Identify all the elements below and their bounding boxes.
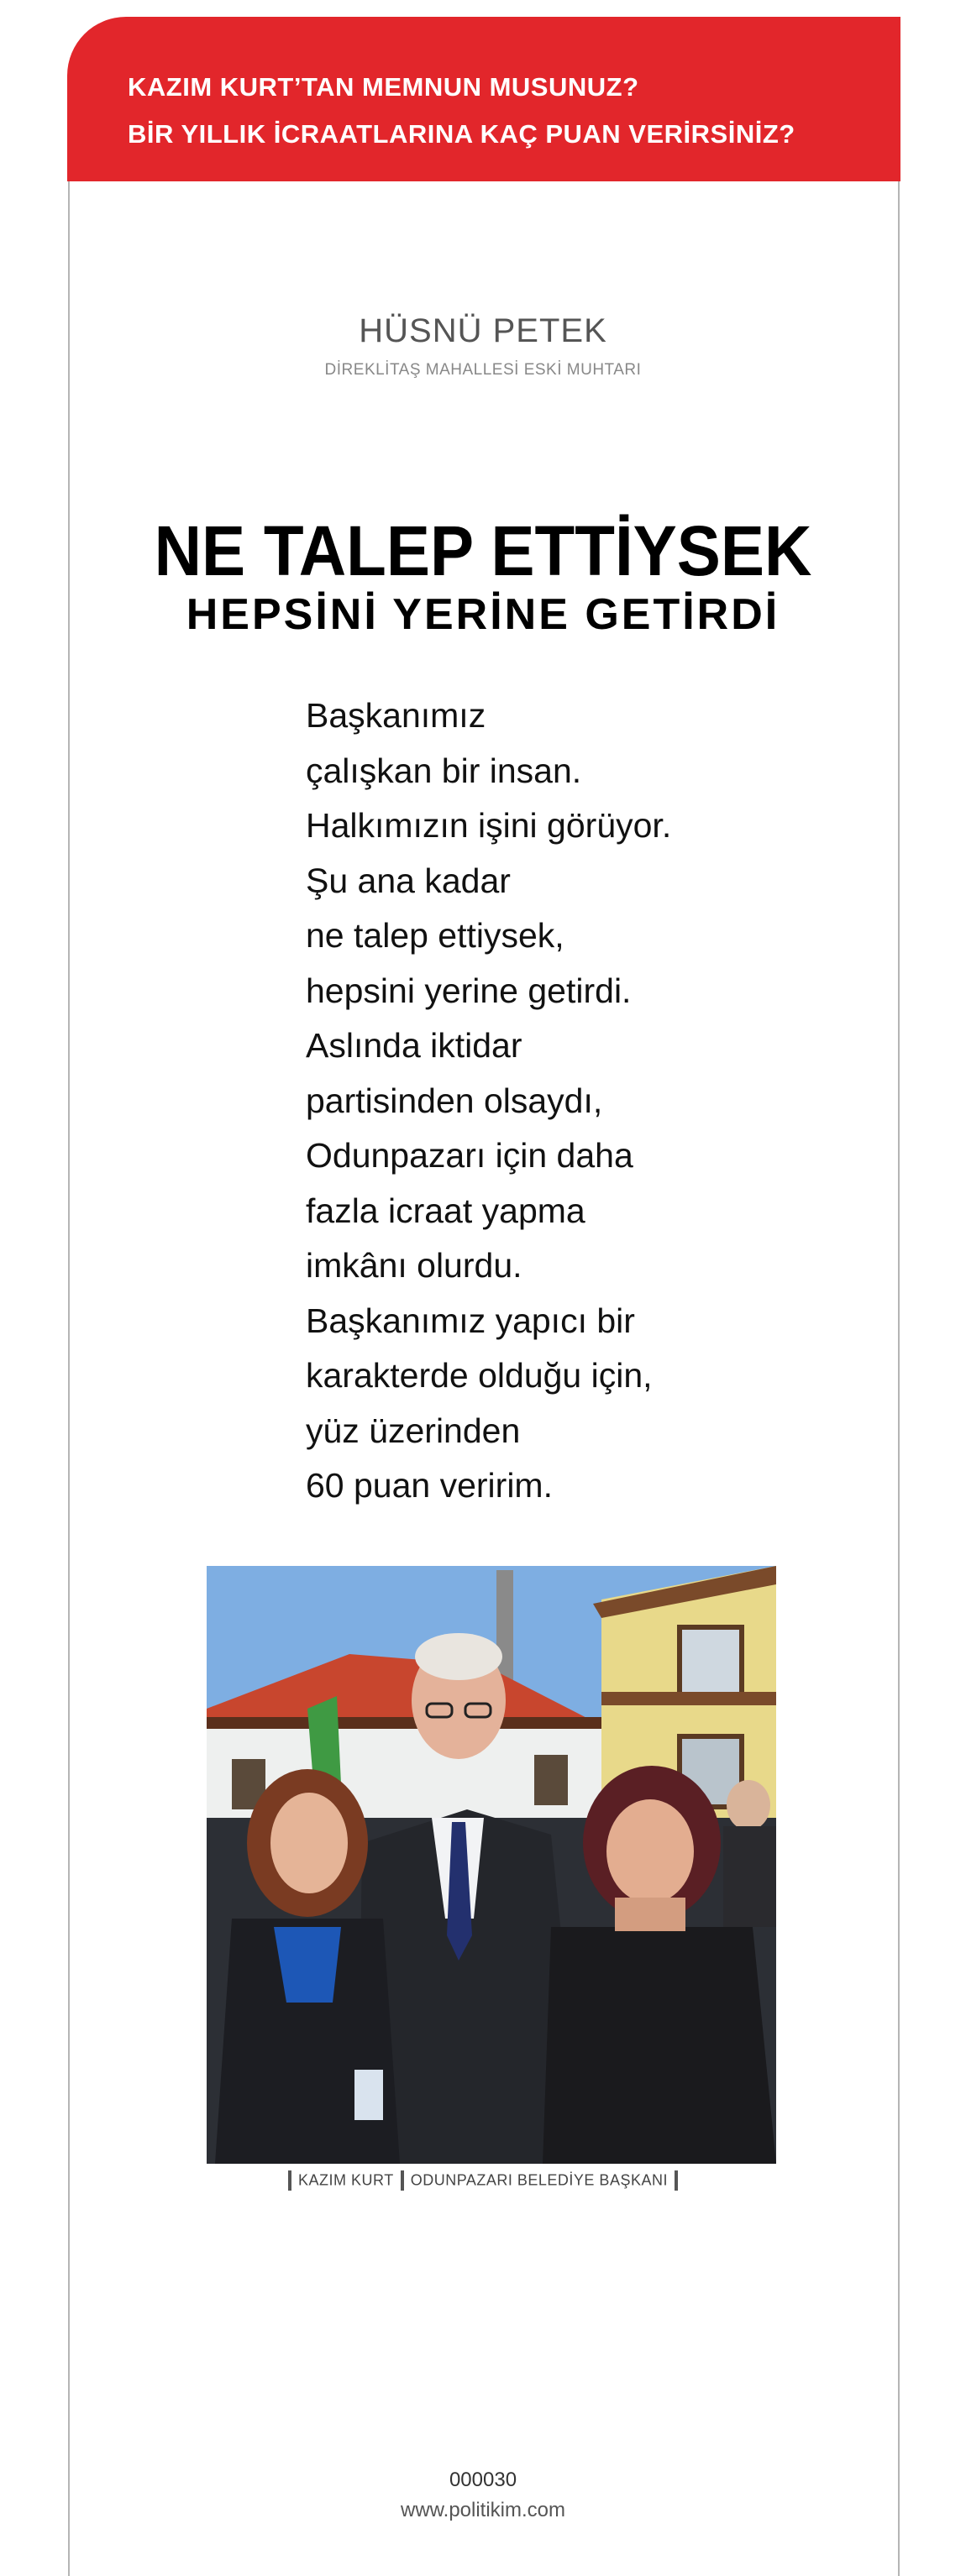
quote-line: fazla icraat yapma (306, 1191, 585, 1230)
group-photo (207, 1566, 776, 2164)
page-number: 000030 (449, 2469, 517, 2491)
person-name: HÜSNÜ PETEK (359, 312, 607, 349)
quote-line: Başkanımız yapıcı bir (306, 1301, 635, 1340)
caption-name: KAZIM KURT (298, 2171, 394, 2189)
quote-line: partisinden olsaydı, (306, 1081, 603, 1120)
quote-line: Başkanımız (306, 696, 486, 735)
quote-line: imkânı olurdu. (306, 1246, 522, 1285)
quote-text (306, 689, 776, 1514)
quote-line: karakterde olduğu için, (306, 1356, 653, 1395)
caption-divider (288, 2170, 291, 2191)
caption-divider (675, 2170, 678, 2191)
quote-line: ne talep ettiysek, (306, 916, 564, 955)
banner-line-1: KAZIM KURT’TAN MEMNUN MUSUNUZ? (128, 72, 639, 102)
quote-line: Halkımızın işini görüyor. (306, 806, 672, 845)
quote-line: Odunpazarı için daha (306, 1136, 633, 1175)
caption-title: ODUNPAZARI BELEDİYE BAŞKANI (410, 2171, 668, 2189)
headline-subtitle: HEPSİNİ YERİNE GETİRDİ (186, 590, 780, 639)
quote-line: Aslında iktidar (306, 1026, 522, 1065)
quote-line: yüz üzerinden (306, 1411, 521, 1450)
header-banner (67, 17, 900, 181)
quote-line: hepsini yerine getirdi. (306, 971, 632, 1010)
person-role: DİREKLİTAŞ MAHALLESİ ESKİ MUHTARI (324, 361, 642, 379)
footer-url: www.politikim.com (400, 2499, 566, 2521)
quote-line: Şu ana kadar (306, 861, 511, 900)
quote-line: çalışkan bir insan. (306, 751, 582, 790)
headline-title: NE TALEP ETTİYSEK (154, 511, 812, 590)
banner-line-2: BİR YILLIK İCRAATLARINA KAÇ PUAN VERİRSİNİZ? (128, 119, 795, 149)
quote-line: 60 puan veririm. (306, 1466, 553, 1505)
photo-caption (0, 2170, 966, 2191)
caption-divider (401, 2170, 404, 2191)
